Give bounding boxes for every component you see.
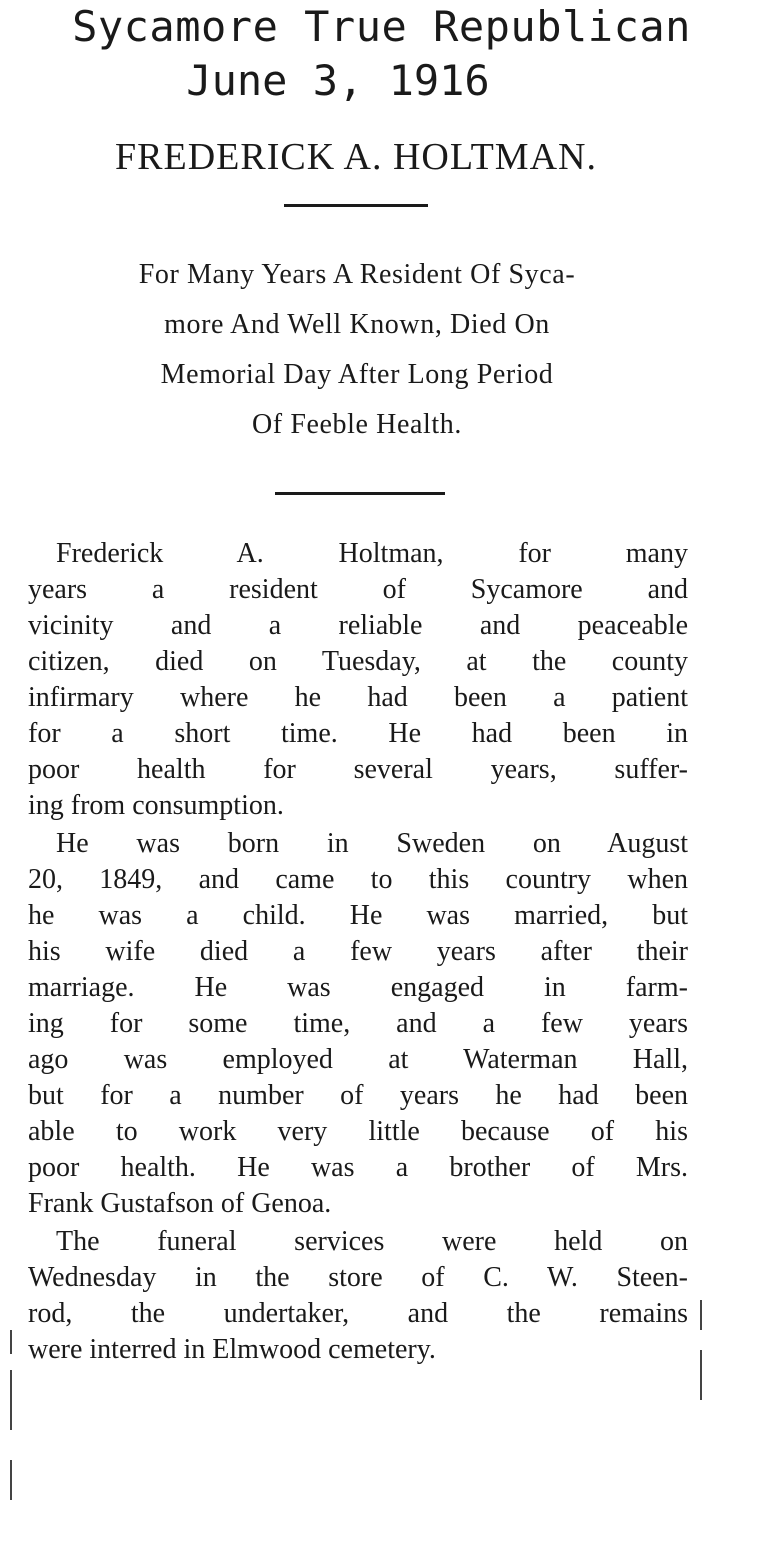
body-line: ago was employed at Waterman Hall, [28,1044,688,1075]
subhead-rule [275,492,445,495]
body-line: years a resident of Sycamore and [28,574,688,605]
subhead-line: Of Feeble Health. [251,409,462,440]
body-line: vicinity and a reliable and peaceable [28,610,688,641]
publication-date: June 3, 1916 [186,56,490,105]
body-line: but for a number of years he had been [28,1080,688,1111]
body-line: marriage. He was engaged in farm- [28,972,688,1003]
newspaper-name: Sycamore True Republican [72,2,691,51]
headline-rule [284,204,428,207]
paragraph-death-notice [28,536,688,824]
paragraph-biography [28,826,688,1222]
body-line: poor health. He was a brother of Mrs. [28,1152,688,1183]
body-line: Frederick A. Holtman, for many [56,538,688,569]
body-line: ing from consumption. [28,790,284,821]
body-line: he was a child. He was married, but [28,900,688,931]
body-line: his wife died a few years after their [28,936,688,967]
scan-edge-mark [10,1460,12,1500]
body-line: rod, the undertaker, and the remains [28,1298,688,1329]
body-line: ing for some time, and a few years [28,1008,688,1039]
body-line: were interred in Elmwood cemetery. [28,1334,436,1365]
body-line: for a short time. He had been in [28,718,688,749]
subhead-line: Memorial Day After Long Period [160,359,554,390]
subhead-line: For Many Years A Resident Of Syca- [138,259,576,290]
subhead-line: more And Well Known, Died On [164,309,550,340]
article-subhead [20,250,694,450]
article-headline: FREDERICK A. HOLTMAN. [115,136,597,178]
body-line: Wednesday in the store of C. W. Steen- [28,1262,688,1293]
body-line: 20, 1849, and came to this country when [28,864,688,895]
body-line: infirmary where he had been a patient [28,682,688,713]
body-line: He was born in Sweden on August [56,828,688,859]
body-line: poor health for several years, suffer- [28,754,688,785]
scan-edge-mark [700,1350,702,1400]
article-body [28,536,688,1370]
scan-edge-mark [700,1300,702,1330]
scan-edge-mark [10,1370,12,1430]
scan-edge-mark [10,1330,12,1354]
paragraph-funeral [28,1224,688,1368]
body-line: able to work very little because of his [28,1116,688,1147]
body-line: The funeral services were held on [56,1226,688,1257]
body-line: citizen, died on Tuesday, at the county [28,646,688,677]
body-line: Frank Gustafson of Genoa. [28,1188,332,1219]
